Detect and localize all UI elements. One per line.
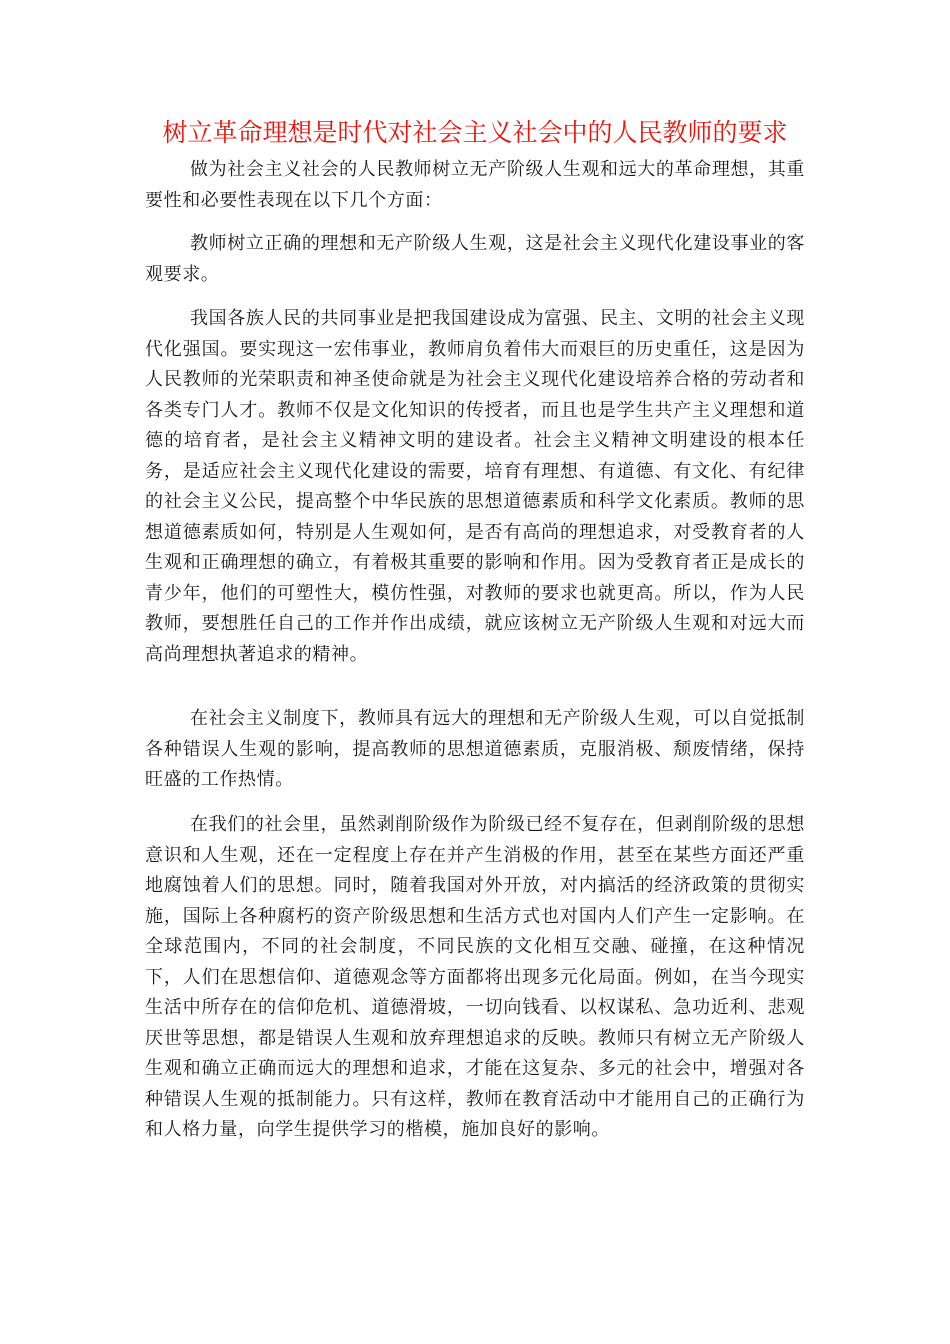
paragraph-intro: 做为社会主义社会的人民教师树立无产阶级人生观和远大的革命理想，其重要性和必要性表现在以下几个方面：	[145, 159, 805, 211]
paragraph-body-2: 在我们的社会里，虽然剥削阶级作为阶级已经不复存在，但剥削阶级的思想意识和人生观，还在一定程度上存在并产生消极的作用，甚至在某些方面还严重地腐蚀着人们的思想。同时，随着我国对外开放，对内搞活的经济政策的贯彻实施，国际上各种腐朽的资产阶级思想和生活方式也对国内人们产生一定影响。在全球范围内，不同的社会制度，不同民族的文化相互交融、碰撞，在这种情况下，人们在思想信仰、道德观念等方面都将出现多元化局面。例如，在当今现实生活中所存在的信仰危机、道德滑坡，一切向钱看、以权谋私、急功近利、悲观厌世等思想，都是错误人生观和放弃理想追求的反映。教师只有树立无产阶级人生观和确立正确而远大的理想和追求，才能在这复杂、多元的社会中，增强对各种错误人生观的抵制能力。只有这样，教师在教育活动中才能用自己的正确行为和人格力量，向学生提供学习的楷模，施加良好的影响。	[145, 814, 805, 1140]
paragraph-point-2: 在社会主义制度下，教师具有远大的理想和无产阶级人生观，可以自觉抵制各种错误人生观的影响，提高教师的思想道德素质，克服消极、颓废情绪，保持旺盛的工作热情。	[145, 708, 805, 790]
paragraph-body-1: 我国各族人民的共同事业是把我国建设成为富强、民主、文明的社会主义现代化强国。要实现这一宏伟事业，教师肩负着伟大而艰巨的历史重任，这是因为人民教师的光荣职责和神圣使命就是为社会主义现代化建设培养合格的劳动者和各类专门人才。教师不仅是文化知识的传授者，而且也是学生共产主义理想和道德的培育者，是社会主义精神文明的建设者。社会主义精神文明建设的根本任务，是适应社会主义现代化建设的需要，培育有理想、有道德、有文化、有纪律的社会主义公民，提高整个中华民族的思想道德素质和科学文化素质。教师的思想道德素质如何，特别是人生观如何，是否有高尚的理想追求，对受教育者的人生观和正确理想的确立，有着极其重要的影响和作用。因为受教育者正是成长的青少年，他们的可塑性大，模仿性强，对教师的要求也就更高。所以，作为人民教师，要想胜任自己的工作并作出成绩，就应该树立无产阶级人生观和对远大而高尚理想执著追求的精神。	[145, 308, 805, 665]
paragraph-point-1: 教师树立正确的理想和无产阶级人生观，这是社会主义现代化建设事业的客观要求。	[145, 233, 805, 285]
document-title: 树立革命理想是时代对社会主义社会中的人民教师的要求	[162, 118, 788, 147]
